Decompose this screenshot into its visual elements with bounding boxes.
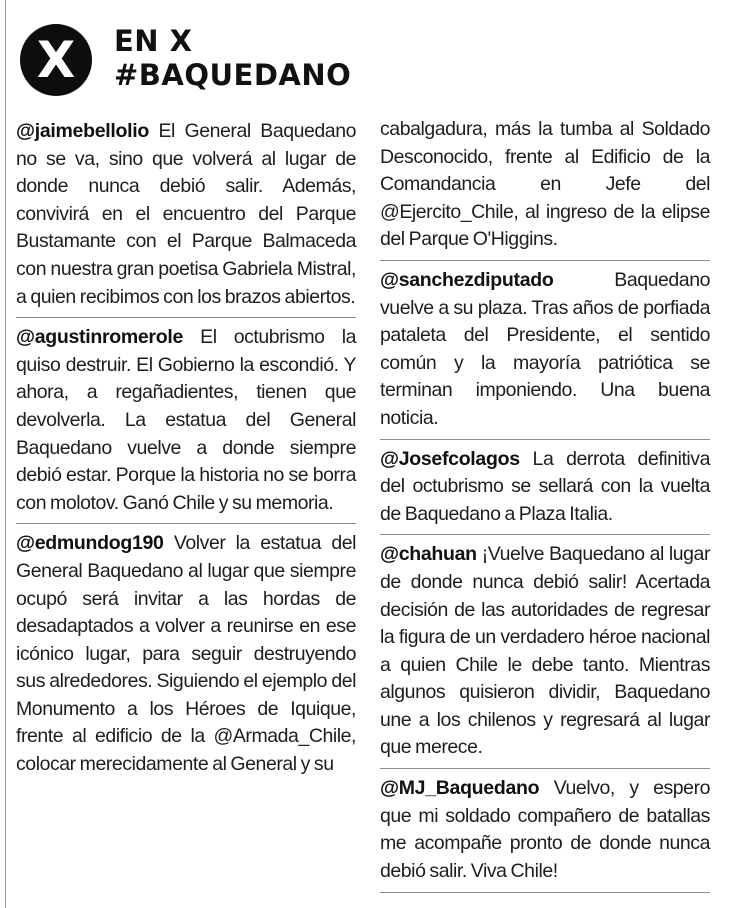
post-text: El octubrismo la quiso destruir. El Gobierno la escondió. Y ahora, a regañadientes, tienen que devolverla. La estatua del General Baquedano vuelve a donde siempre debió estar. Porque la historia no se borra con molotov. Ganó Chile y su memoria. [16,326,356,514]
post-text: Volver la estatua del General Baquedano al lugar que siempre ocupó será invitar a las hordas de desadaptados a volver a reunirse en ese icónico lugar, para seguir destruyendo sus alrededores. Siguiendo el ejemplo del Monumento a los Héroes de Iquique, frente al edificio de la @Armada_Chile, colocar merecidamente al General y su [16,532,356,776]
bottom-rule [380,892,710,893]
x-logo-icon: X [20,24,92,96]
post-edmundog190-continued [380,116,710,261]
post-mj-baquedano [380,775,710,891]
section-title-line1: EN X [114,24,193,58]
right-column [380,116,710,897]
post-handle: @jaimebellolio [16,120,149,142]
post-jaimebellolio [16,118,356,318]
post-chahuan [380,541,710,769]
post-sanchezdiputado [380,267,710,440]
left-column [16,118,356,791]
post-text: Baquedano vuelve a su plaza. Tras años de porfiada pataleta del Presidente, el sentido común y la mayoría patriótica se terminan imponiendo. Una buena noticia. [380,268,710,429]
section-title [114,24,351,92]
post-text: Vuelvo, y espero que mi soldado compañero de batallas me acompañe pronto de donde nunca debió salir. Viva Chile! [380,777,711,882]
post-josefcolagos [380,446,710,536]
post-handle: @edmundog190 [16,532,164,555]
post-edmundog190 [16,530,356,784]
post-text-continued: cabalgadura, más la tumba al Soldado Desconocido, frente al Edificio de la Comandancia en Jefe del @Ejercito_Chile, al ingreso de la elipse del Parque O'Higgins. [380,118,710,251]
post-handle: @MJ_Baquedano [380,777,540,800]
post-agustinromerole [16,324,356,524]
post-text: La derrota definitiva del octubrismo se sellará con la vuelta de Baquedano a Plaza Italia. [380,447,711,525]
section-title-hashtag: #BAQUEDANO [114,58,352,92]
post-text: El General Baquedano no se va, sino que volverá al lugar de donde nunca debió salir. Además, convivirá en el encuentro del Parque Bustamante con el Parque Balmaceda con nuestra gran poetisa Gabriela Mistral, a quien recibimos con los brazos abiertos. [16,120,356,308]
post-handle: @chahuan [380,543,477,566]
post-handle: @Josefcolagos [380,447,520,470]
post-handle: @agustinromerole [16,326,183,349]
post-handle: @sanchezdiputado [380,268,554,291]
post-text: ¡Vuelve Baquedano al lugar de donde nunca debió salir! Acertada decisión de las autoridades de regresar la figura de un verdadero héroe nacional a quien Chile le debe tanto. Mientras algunos quisieron dividir, Baquedano une a los chilenos y regresará al lugar que merece. [380,543,710,759]
left-column-rule [5,0,6,908]
